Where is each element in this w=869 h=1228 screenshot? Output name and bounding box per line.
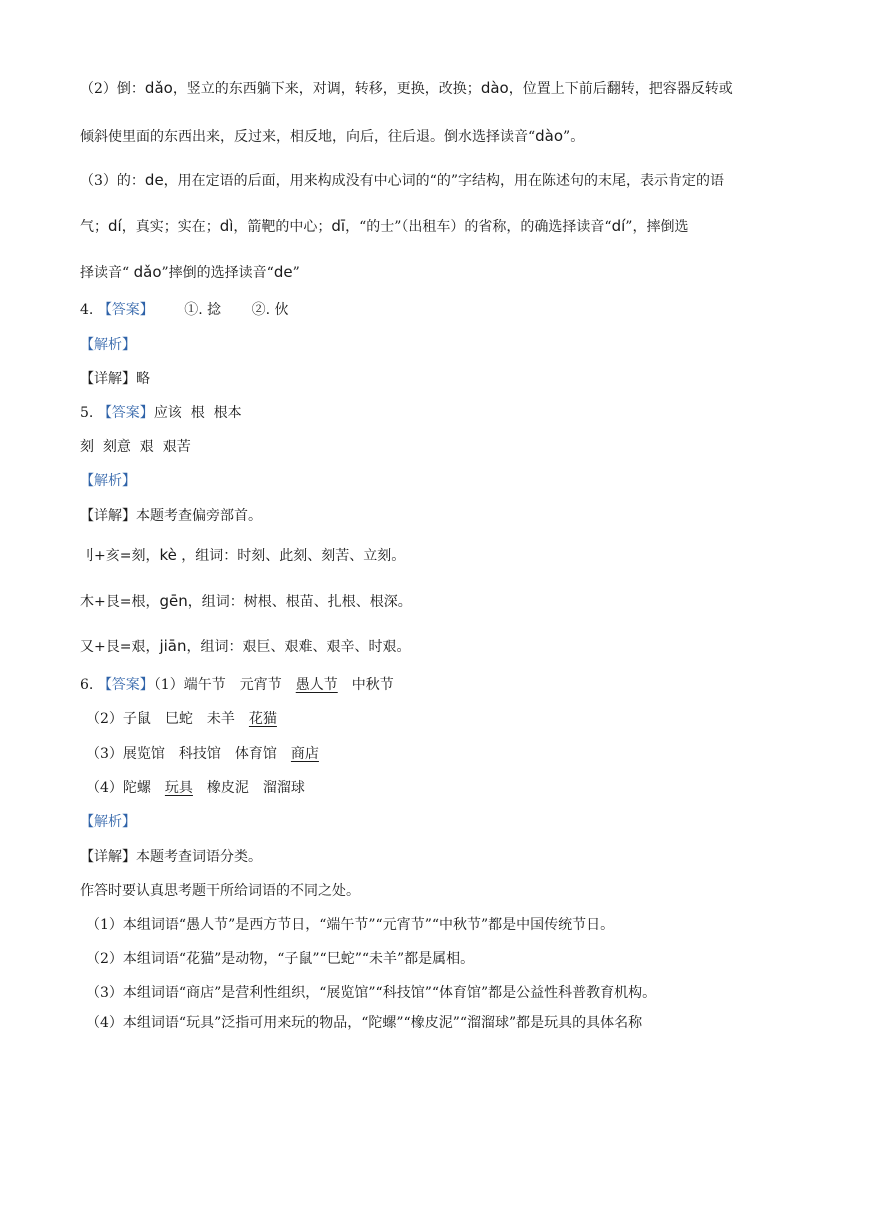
q5-analysis-tag bbox=[80, 471, 136, 491]
text: ，组词：艰巨、艰难、艰辛、时艰。 bbox=[186, 639, 411, 655]
q3-p3-line2 bbox=[80, 216, 688, 237]
q3-p2-line2 bbox=[80, 126, 584, 147]
answer-option-2: ②. 伙 bbox=[251, 302, 289, 318]
text: ”，摔倒选 bbox=[625, 219, 689, 235]
q4-answer-line bbox=[80, 300, 289, 320]
q6-explanation-1 bbox=[86, 915, 614, 935]
answer-option-1: ①. 捻 bbox=[184, 302, 222, 318]
pinyin: gēn bbox=[159, 592, 188, 610]
word: 体育馆 bbox=[234, 746, 277, 762]
text: ，位置上下前后翻转，把容器反转或 bbox=[508, 81, 733, 97]
text: ，箭靶的中心； bbox=[233, 219, 332, 235]
q6-explanation-4 bbox=[86, 1013, 642, 1033]
detail-text: 略 bbox=[136, 371, 150, 387]
pinyin: dī bbox=[331, 217, 346, 235]
q5-answer-line bbox=[80, 403, 242, 423]
text: ，用在定语的后面，用来构成没有中心词的“的”字结构，用在陈述句的末尾，表示肯定的语 bbox=[163, 173, 724, 189]
word-odd-one-out: 愚人节 bbox=[295, 677, 338, 693]
text: （3）本组词语“商店”是营利性组织，“展览馆”“科技馆”“体育馆”都是公益性科普教育机构。 bbox=[86, 985, 657, 1001]
detail-tag: 【详解】 bbox=[80, 371, 136, 387]
q6-group-2 bbox=[86, 709, 277, 729]
text: 又+艮=艰， bbox=[80, 639, 160, 655]
pinyin: de bbox=[144, 171, 164, 189]
text: ，组词：时刻、此刻、刻苦、立刻。 bbox=[176, 548, 406, 564]
pinyin: dǎo bbox=[144, 79, 173, 97]
analysis-tag: 【解析】 bbox=[80, 473, 136, 489]
word: 陀螺 bbox=[122, 780, 151, 796]
question-number: 6. bbox=[80, 677, 94, 693]
pinyin: jiān bbox=[159, 637, 187, 655]
q3-p3-line3 bbox=[80, 262, 300, 283]
word: 子鼠 bbox=[122, 711, 151, 727]
text: 气； bbox=[80, 219, 108, 235]
text: （2）倒： bbox=[80, 81, 145, 97]
answer-text: 应该 根 根本 bbox=[153, 405, 242, 421]
text: 木+艮=根， bbox=[80, 594, 160, 610]
q5-detail-line bbox=[80, 506, 262, 526]
answer-tag: 【答案】 bbox=[97, 302, 154, 318]
pinyin: dào bbox=[480, 79, 509, 97]
q4-analysis-tag bbox=[80, 335, 136, 355]
text: （1）本组词语“愚人节”是西方节日，“端午节”“元宵节”“中秋节”都是中国传统节日。 bbox=[86, 917, 615, 933]
word: 元宵节 bbox=[239, 677, 282, 693]
pinyin: dǎo bbox=[133, 263, 162, 281]
q6-group-3 bbox=[86, 744, 319, 764]
q6-answer-line bbox=[80, 675, 394, 695]
answer-tag: 【答案】 bbox=[97, 405, 154, 421]
q6-explanation-3 bbox=[86, 983, 656, 1003]
q5-radical-row-3 bbox=[80, 636, 411, 657]
text: ”。 bbox=[563, 129, 585, 145]
analysis-tag: 【解析】 bbox=[80, 337, 136, 353]
q5-radical-row-2 bbox=[80, 591, 412, 612]
word: 中秋节 bbox=[351, 677, 394, 693]
q5-radical-row-1 bbox=[80, 545, 405, 566]
text: ，“的士”（出租车）的省称，的确选择读音“ bbox=[345, 219, 612, 235]
word: 橡皮泥 bbox=[206, 780, 249, 796]
text: ” bbox=[292, 265, 300, 281]
word: 科技馆 bbox=[178, 746, 221, 762]
q6-detail-line bbox=[80, 847, 262, 867]
word: 未羊 bbox=[206, 711, 235, 727]
text: 倾斜使里面的东西出来，反过来，相反地，向后，往后退。倒水选择读音“ bbox=[80, 129, 536, 145]
q4-detail-line bbox=[80, 369, 150, 389]
text: ，真实；实在； bbox=[121, 219, 220, 235]
q6-note bbox=[80, 881, 360, 901]
text: （4）本组词语“玩具”泛指可用来玩的物品，“陀螺”“橡皮泥”“溜溜球”都是玩具的具体名称 bbox=[86, 1015, 643, 1031]
answer-text: 刻 刻意 艰 艰苦 bbox=[80, 439, 191, 455]
text: （3）的： bbox=[80, 173, 145, 189]
word: 巳蛇 bbox=[164, 711, 193, 727]
text: 刂+亥=刻， bbox=[80, 548, 160, 564]
pinyin: dí bbox=[611, 217, 626, 235]
detail-text: 本题考查偏旁部首。 bbox=[136, 508, 262, 524]
group-prefix: （3） bbox=[86, 746, 123, 762]
word-odd-one-out: 玩具 bbox=[164, 780, 193, 796]
word-odd-one-out: 商店 bbox=[290, 746, 319, 762]
text: ，竖立的东西躺下来，对调，转移，更换，改换； bbox=[172, 81, 481, 97]
answer-tag: 【答案】 bbox=[97, 677, 154, 693]
group-prefix: （1） bbox=[153, 677, 184, 693]
analysis-tag: 【解析】 bbox=[80, 814, 136, 830]
group-prefix: （2） bbox=[86, 711, 123, 727]
pinyin: de bbox=[273, 263, 293, 281]
text: ，组词：树根、根苗、扎根、根深。 bbox=[187, 594, 412, 610]
word: 端午节 bbox=[183, 677, 226, 693]
q3-p3-line1 bbox=[80, 170, 724, 191]
text: （2）本组词语“花猫”是动物，“子鼠”“巳蛇”“未羊”都是属相。 bbox=[86, 951, 475, 967]
pinyin: dào bbox=[535, 127, 564, 145]
pinyin: dí bbox=[108, 217, 122, 235]
word-odd-one-out: 花猫 bbox=[248, 711, 277, 727]
text: ”摔倒的选择读音“ bbox=[161, 265, 274, 281]
word: 溜溜球 bbox=[262, 780, 305, 796]
detail-tag: 【详解】 bbox=[80, 508, 136, 524]
pinyin: dì bbox=[219, 217, 234, 235]
text: 择读音“ bbox=[80, 265, 134, 281]
word: 展览馆 bbox=[122, 746, 165, 762]
q3-p2-line1 bbox=[80, 78, 733, 99]
q5-answer-line2 bbox=[80, 437, 191, 457]
detail-tag: 【详解】 bbox=[80, 849, 136, 865]
question-number: 4. bbox=[80, 302, 94, 318]
q6-group-4 bbox=[86, 778, 305, 798]
pinyin: kè bbox=[159, 546, 177, 564]
q6-analysis-tag bbox=[80, 812, 136, 832]
group-prefix: （4） bbox=[86, 780, 123, 796]
text: 作答时要认真思考题干所给词语的不同之处。 bbox=[80, 883, 360, 899]
question-number: 5. bbox=[80, 405, 94, 421]
detail-text: 本题考查词语分类。 bbox=[136, 849, 262, 865]
q6-explanation-2 bbox=[86, 949, 474, 969]
